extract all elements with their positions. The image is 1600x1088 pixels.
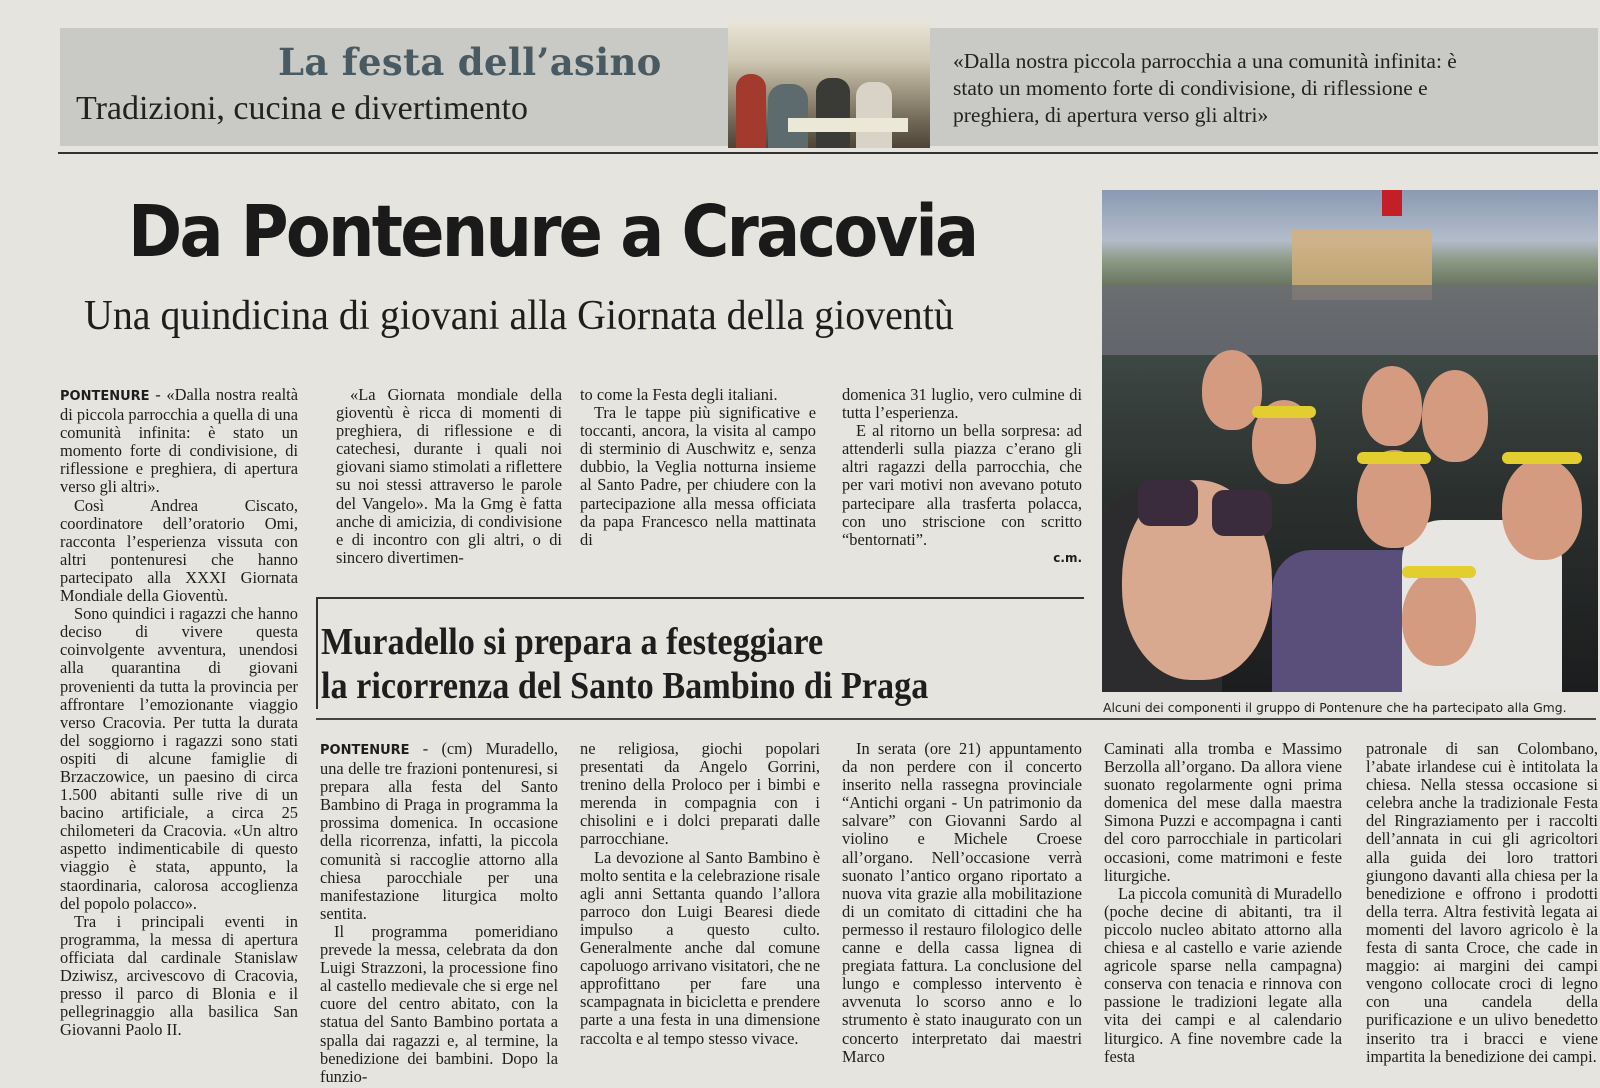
article-title: Da Pontenure a Cracovia — [128, 190, 977, 273]
divider — [316, 718, 1596, 720]
article2-column-4 — [1104, 740, 1342, 1066]
article2-column-5 — [1366, 740, 1598, 1066]
article2-column-3 — [842, 740, 1082, 1066]
group-photo — [1102, 190, 1598, 692]
paragraph: ne religiosa, giochi popolari presentati da Angelo Gorrini, trenino della Proloco per i bimbi e merenda in compagnia con i chisolini e i dolci preparati dalle parrocchiane. — [580, 739, 820, 849]
paragraph: La devozione al Santo Bambino è molto sentita e la celebrazione risale agli anni Settanta quando l’allora parroco don Luigi Bearesi diede impulso a questo culto. Generalmente anche dal comune capoluogo arrivano visitatori, che ne approfittano per fare una scampagnata in bicicletta e prendere parte a una festa in una dimensione raccolta e al tempo stesso vivace. — [580, 847, 820, 1048]
article-column-1 — [60, 386, 298, 1039]
banner-subtitle: Tradizioni, cucina e divertimento — [76, 90, 528, 127]
paragraph: In serata (ore 21) appuntamento da non perdere con il concerto inserito nella rassegna provinciale “Antichi organi - Un patrimonio da salvare” con Giovanni Sardo al violino e Michele Croese all’organo. Nell’occasione verrà suonato l’antico organo riportato a nuova vita grazie alla mobilitazione di un comitato di cittadini che ha permesso il restauro filologico delle canne e della cassa lignea di pregiata fattura. La conclusione del lungo e complesso intervento è avvenuta lo scorso anno e lo strumento è stato inaugurato con un concerto interpretato dai maestri Marco — [842, 739, 1082, 1066]
dateline: PONTENURE — [60, 389, 150, 404]
paragraph: Tra i principali eventi in programma, la messa di apertura officiata dal cardinale Stanislaw Dziwisz, arcivescovo di Cracovia, presso il parco di Blonia e il pellegrinaggio alla basilica San Giovanni Paolo II. — [60, 911, 298, 1040]
article-column-2 — [336, 386, 562, 567]
paragraph: PONTENURE - (cm) Muradello, una delle tre frazioni pontenuresi, si prepara alla festa del Santo Bambino di Praga in programma la prossima domenica. In occasione della ricorrenza, infatti, la piccola comunità si raccoglie attorno alla chiesa parocchiale per una manifestazione liturgica molto sentita. — [320, 739, 558, 923]
paragraph: patronale di san Colombano, l’abate irlandese cui è intitolata la chiesa. Nella stessa occasione si celebra anche la tradizionale Festa del Ringraziamento per i raccolti dell’annata in cui gli agricoltori alla guida dei loro trattori giungono davanti alla chiesa per la benedizione e offrono i prodotti della terra. Altra festività legata ai momenti del lavoro agricolo è la festa di santa Croce, che cade in maggio: ai margini dei campi vengono collocate croci di legno con una candela della purificazione e un ulivo benedetto inserito tra i bracci e viene impartita la benedizione dei campi. — [1366, 739, 1598, 1066]
paragraph: Il programma pomeridiano prevede la messa, celebrata da don Luigi Strazzoni, la processione fino al castello medievale che si erge nel cuore del centro abitato, con la statua del Santo Bambino portata a spalla dai ragazzi e, al termine, la benedizione dei bambini. Dopo la funzio- — [320, 921, 558, 1086]
banner-quote: «Dalla nostra piccola parrocchia a una comunità infinita: è stato un momento forte di condivisione, di riflessione e preghiera, di apertura verso gli altri» — [953, 49, 1457, 127]
divider — [316, 597, 1084, 599]
article2-title-line: la ricorrenza del Santo Bambino di Praga — [321, 665, 929, 707]
article-column-4 — [842, 386, 1082, 567]
divider — [316, 597, 318, 709]
banner-title: La festa dell’asino — [278, 40, 662, 84]
article-column-3 — [580, 386, 816, 549]
paragraph: Tra le tappe più significative e toccanti, ancora, la visita al campo di sterminio di Auschwitz e, senza dubbio, la Veglia notturna insieme al Santo Padre, per chiudere con la partecipazione alla messa officiata da papa Francesco nella mattinata di — [580, 403, 816, 549]
signature: c.m. — [1053, 550, 1082, 565]
paragraph: La piccola comunità di Muradello (poche decine di abitanti, tra il piccolo nucleo abitato attorno alla chiesa e al castello e varie aziende agricole sparse nella campagna) conserva con tenacia e rinnova con passione le tradizioni legate alla vita dei campi e al calendario liturgico. A fine novembre cade la festa — [1104, 883, 1342, 1066]
paragraph: Sono quindici i ragazzi che hanno deciso di vivere questa coinvolgente avventura, unendosi alla quarantina di giovani provenienti da tutta la provincia per affrontare l’emozionante viaggio verso Cracovia. Per tutta la durata del soggiorno i ragazzi sono stati ospiti di alcune famiglie di Brzaczowice, un paesino di circa 1.500 abitanti sulle rive di un bacino artificiale, a circa 25 chilometeri da Cracovia. «Un altro aspetto indimenticabile di questo viaggio è stata, appunto, la staordinaria, calorosa accoglienza del popolo polacco». — [60, 604, 298, 913]
article2-title-line: Muradello si prepara a festeggiare — [321, 621, 824, 663]
dateline: PONTENURE — [320, 743, 410, 758]
article2-title — [321, 620, 1005, 708]
paragraph: PONTENURE - «Dalla nostra realtà di piccola parrocchia a quella di una comunità infinita: è stato un momento forte di condivisione, di riflessione e preghiera, di apertura verso gli altri». — [60, 385, 298, 497]
article2-column-1 — [320, 740, 558, 1086]
divider — [58, 152, 1598, 154]
article2-column-2 — [580, 740, 820, 1048]
paragraph: to come la Festa degli italiani. — [580, 385, 778, 404]
paragraph: E al ritorno un bella sorpresa: ad attenderli sulla piazza c’erano gli altri ragazzi della parrocchia, che per vari motivi non avevano potuto partecipare alla trasferta polacca, con uno striscione con scritto “bentornati”. — [842, 421, 1082, 549]
article-subtitle: Una quindicina di giovani alla Giornata della gioventù — [84, 293, 954, 339]
photo-caption: Alcuni dei componenti il gruppo di Pontenure che ha partecipato alla Gmg. — [1103, 700, 1567, 715]
paragraph: Così Andrea Ciscato, coordinatore dell’oratorio Omi, racconta l’esperienza vissuta con altri pontenuresi che hanno partecipato alla XXXI Giornata Mondiale della Gioventù. — [60, 495, 298, 606]
paragraph: Caminati alla tromba e Massimo Berzolla all’organo. Da allora viene suonato regolarmente ogni prima domenica del mese dalla maestra Simona Puzzi e accompagna i canti del coro parrocchiale in particolari occasioni, come matrimoni e feste liturgiche. — [1104, 739, 1342, 885]
paragraph: «La Giornata mondiale della gioventù è ricca di momenti di preghiera, di riflessione e di catechesi, durante i quali noi giovani siamo stimolati a riflettere su noi stessi attraverso le parole del Vangelo». Ma la Gmg è fatta anche di amicizia, di condivisione e di incontro con gli altri, o di sincero divertimen- — [336, 385, 562, 567]
paragraph: domenica 31 luglio, vero culmine di tutta l’esperienza. — [842, 385, 1082, 423]
banner-photo — [728, 22, 930, 148]
